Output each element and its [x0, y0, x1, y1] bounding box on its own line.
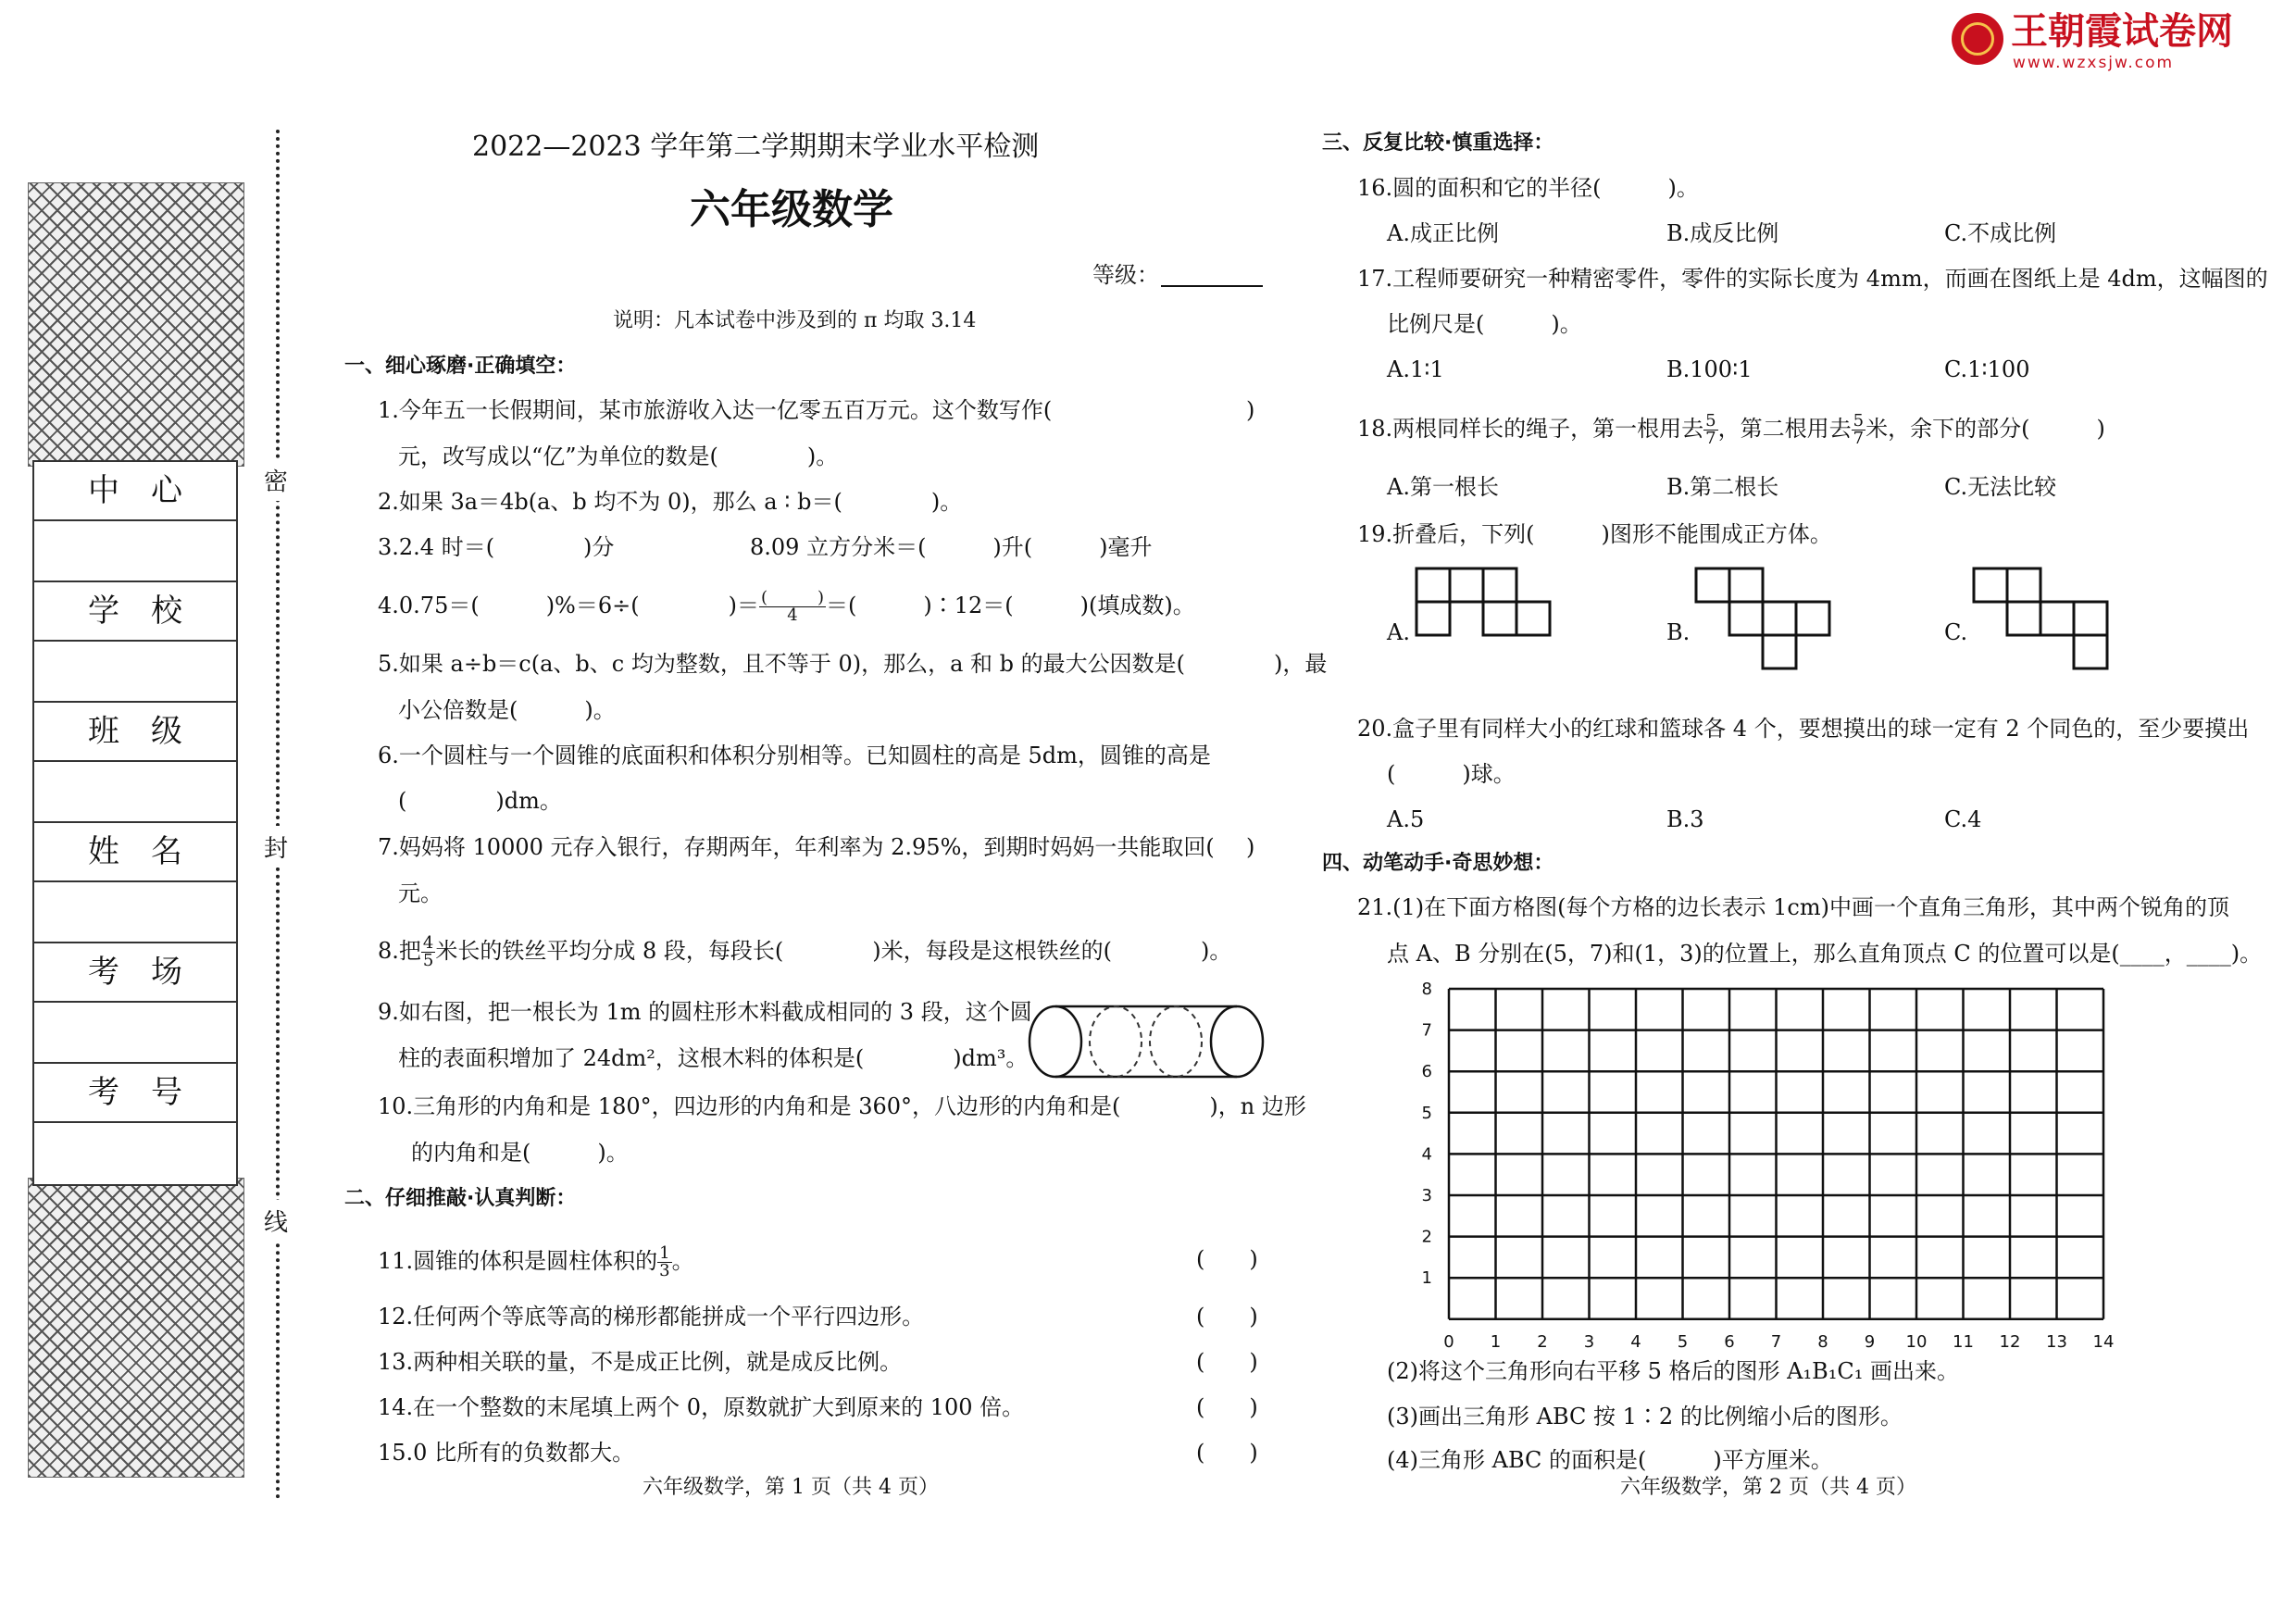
brand-url: www.wzxsjw.com — [2013, 54, 2175, 72]
info-label-center: 中心 — [34, 462, 236, 521]
q16-line: 16.圆的面积和它的半径( )。 — [1357, 175, 1699, 201]
q19-option-c[interactable]: C. — [1944, 619, 1968, 645]
q21-line-b: 点 A、B 分别在(5，7)和(1，3)的位置上，那么直角顶点 C 的位置可以是(____，____)。 — [1387, 941, 2263, 967]
info-blank-center[interactable] — [34, 521, 236, 582]
q1-line-a: 1.今年五一长假期间，某市旅游收入达一亿零五百万元。这个数写作( — [378, 397, 1053, 423]
grid-x-label: 6 — [1724, 1331, 1735, 1352]
q15-line: 15.0 比所有的负数都大。 — [378, 1440, 635, 1466]
info-label-name: 姓名 — [34, 823, 236, 882]
q13-line: 13.两种相关联的量，不是成正比例，就是成反比例。 — [378, 1349, 903, 1375]
seal-char-xian: 线 — [262, 1200, 290, 1242]
q2-line: 2.如果 3a＝4b(a、b 均不为 0)，那么 a ∶ b＝( )。 — [378, 489, 963, 515]
q5-line-b: 小公倍数是( )。 — [398, 697, 616, 723]
grid-x-label: 2 — [1537, 1331, 1548, 1352]
student-info-box — [32, 460, 238, 1186]
q20-line-a: 20.盒子里有同样大小的红球和篮球各 4 个，要想摸出的球一定有 2 个同色的，至少要摸出 — [1357, 716, 2250, 742]
grid-x-label: 0 — [1443, 1331, 1454, 1352]
q12-line: 12.任何两个等底等高的梯形都能拼成一个平行四边形。 — [378, 1304, 925, 1330]
seal-char-mi: 密 — [262, 459, 290, 501]
q17-option-b[interactable]: B.100∶1 — [1666, 356, 1753, 382]
page-2-footer: 六年级数学，第 2 页（共 4 页） — [1620, 1476, 1916, 1499]
q4-text-pre: 4.0.75＝( )%＝6÷( )＝ — [378, 593, 759, 618]
q21-part-2: (2)将这个三角形向右平移 5 格后的图形 A₁B₁C₁ 画出来。 — [1387, 1358, 1959, 1384]
q12-judge[interactable]: ( ) — [1196, 1304, 1258, 1330]
grid-y-label: 1 — [1421, 1268, 1432, 1289]
q18-fraction-1-num: 5 — [1705, 411, 1716, 431]
q21-line-a: 21.(1)在下面方格图(每个方格的边长表示 1cm)中画一个直角三角形，其中两个锐角的顶 — [1357, 894, 2229, 920]
q9-line-a: 9.如右图，把一根长为 1m 的圆柱形木料截成相同的 3 段，这个圆 — [378, 999, 1032, 1025]
q1-line-a-close: ) — [1246, 397, 1255, 423]
q10-line-b: 的内角和是( )。 — [411, 1140, 629, 1166]
q19-net-c — [1972, 567, 2129, 687]
q17-option-a[interactable]: A.1∶1 — [1387, 356, 1444, 382]
q9-line-b: 柱的表面积增加了 24dm²，这根木料的体积是( )dm³。 — [398, 1045, 1029, 1071]
grid-y-label: 8 — [1421, 980, 1432, 999]
q16-option-c[interactable]: C.不成比例 — [1944, 220, 2057, 246]
q19-option-b[interactable]: B. — [1666, 619, 1691, 645]
q4-line — [378, 590, 1195, 624]
q19-net-b — [1694, 567, 1852, 678]
q17-line-a: 17.工程师要研究一种精密零件，零件的实际长度为 4mm，而画在图纸上是 4dm，这幅图的 — [1357, 266, 2268, 292]
q14-judge[interactable]: ( ) — [1196, 1394, 1258, 1420]
brand-logo[interactable] — [1952, 11, 2248, 72]
grid-y-label: 2 — [1421, 1227, 1432, 1247]
q8-fraction — [421, 935, 435, 969]
q8-fraction-den: 5 — [422, 951, 434, 970]
brand-emblem-icon — [1952, 13, 2003, 65]
q6-line-a: 6.一个圆柱与一个圆锥的底面积和体积分别相等。已知圆柱的高是 5dm，圆锥的高是 — [378, 743, 1211, 768]
q7-line-b: 元。 — [398, 880, 443, 906]
q11-line — [378, 1245, 694, 1280]
q17-option-c[interactable]: C.1∶100 — [1944, 356, 2030, 382]
q15-judge[interactable]: ( ) — [1196, 1440, 1258, 1466]
grid-y-label: 4 — [1421, 1144, 1432, 1165]
q21-part-3: (3)画出三角形 ABC 按 1∶2 的比例缩小后的图形。 — [1387, 1404, 1903, 1429]
q20-line-b: ( )球。 — [1387, 761, 1516, 787]
q8-text-pre: 8.把 — [378, 938, 421, 964]
section-1-heading: 一、细心琢磨·正确填空： — [344, 355, 577, 378]
section-2-heading: 二、仔细推敲·认真判断： — [344, 1187, 577, 1210]
q18-fraction-1-den: 7 — [1705, 429, 1716, 448]
q18-text-post: 米，余下的部分( ) — [1866, 416, 2105, 442]
grid-y-label: 3 — [1421, 1186, 1432, 1205]
grade-blank[interactable] — [1161, 285, 1263, 287]
q19-net-a — [1415, 567, 1563, 641]
q13-judge[interactable]: ( ) — [1196, 1349, 1258, 1375]
q11-text-post: 。 — [671, 1248, 694, 1274]
subject-title: 六年级数学 — [690, 186, 893, 233]
info-blank-school[interactable] — [34, 642, 236, 703]
cylinder-figure — [1018, 1000, 1278, 1083]
seal-dotted-line — [276, 130, 280, 1500]
q7-line-a-close: ) — [1246, 834, 1255, 860]
q7-line-a: 7.妈妈将 10000 元存入银行，存期两年，年利率为 2.95%，到期时妈妈一共能取回( — [378, 834, 1215, 860]
q5-line-a: 5.如果 a÷b＝c(a、b、c 均为整数，且不等于 0)，那么，a 和 b 的最大公因数是( )，最 — [378, 651, 1328, 677]
q16-option-a[interactable]: A.成正比例 — [1387, 220, 1499, 246]
info-label-room: 考场 — [34, 943, 236, 1003]
q14-line: 14.在一个整数的末尾填上两个 0，原数就扩大到原来的 100 倍。 — [378, 1394, 1025, 1420]
grid-x-label: 3 — [1583, 1331, 1595, 1352]
grid-x-label: 11 — [1953, 1331, 1974, 1352]
exam-title: 2022—2023 学年第二学期期末学业水平检测 — [472, 131, 1040, 163]
q11-fraction-den: 3 — [659, 1261, 670, 1280]
q11-fraction-num: 1 — [659, 1243, 670, 1263]
q20-option-b[interactable]: B.3 — [1666, 806, 1704, 832]
q18-text-pre: 18.两根同样长的绳子，第一根用去 — [1357, 416, 1704, 442]
grid-y-label: 7 — [1421, 1020, 1432, 1041]
q16-option-b[interactable]: B.成反比例 — [1666, 220, 1779, 246]
q18-option-a[interactable]: A.第一根长 — [1387, 474, 1499, 500]
seal-char-feng: 封 — [262, 826, 290, 868]
q20-option-c[interactable]: C.4 — [1944, 806, 1982, 832]
info-blank-room[interactable] — [34, 1003, 236, 1064]
q11-judge[interactable]: ( ) — [1196, 1246, 1258, 1272]
q8-text-post: 米长的铁丝平均分成 8 段，每段长( )米，每段是这根铁丝的( )。 — [435, 938, 1232, 964]
q18-text-mid: ，第二根用去 — [1717, 416, 1852, 442]
grid-x-label: 8 — [1817, 1331, 1828, 1352]
q4-fraction-den: 4 — [787, 606, 798, 625]
q4-fraction: $\frac{( )}{4}$ — [760, 588, 825, 625]
grade-label: 等级： — [1092, 262, 1159, 288]
info-blank-name[interactable] — [34, 882, 236, 943]
q1-line-b: 元，改写成以“亿”为单位的数是( )。 — [398, 443, 839, 469]
q18-option-c[interactable]: C.无法比较 — [1944, 474, 2057, 500]
q4-text-post: ＝( )∶12＝( )(填成数)。 — [826, 593, 1195, 618]
q11-fraction — [657, 1245, 671, 1280]
grid-x-label: 12 — [1999, 1331, 2021, 1352]
info-label-school: 学校 — [34, 582, 236, 642]
q20-option-a[interactable]: A.5 — [1387, 806, 1425, 832]
q8-line — [378, 935, 1231, 969]
grid-x-label: 13 — [2046, 1331, 2067, 1352]
page-1-footer: 六年级数学，第 1 页（共 4 页） — [643, 1476, 939, 1499]
info-blank-class[interactable] — [34, 762, 236, 823]
binding-hatch-top — [28, 182, 244, 467]
q19-line: 19.折叠后，下列( )图形不能围成正方体。 — [1357, 521, 1832, 547]
grid-x-label: 1 — [1490, 1331, 1502, 1352]
q3-line-a: 3.2.4 时＝( )分 — [378, 534, 615, 560]
q18-option-b[interactable]: B.第二根长 — [1666, 474, 1779, 500]
q3-line-b: 8.09 立方分米＝( )升( )毫升 — [750, 534, 1153, 560]
q17-line-b: 比例尺是( )。 — [1387, 311, 1582, 337]
q18-fraction-2-den: 7 — [1853, 429, 1865, 448]
grid-x-label: 10 — [1905, 1331, 1928, 1352]
q18-fraction-2-num: 5 — [1853, 411, 1865, 431]
grid-x-label: 5 — [1677, 1331, 1689, 1352]
q10-line-a: 10.三角形的内角和是 180°，四边形的内角和是 360°，八边形的内角和是( )，n 边形 — [378, 1093, 1306, 1119]
coordinate-grid[interactable] — [1398, 977, 2157, 1366]
grid-x-label: 14 — [2092, 1331, 2115, 1352]
q8-fraction-num: 4 — [422, 933, 434, 953]
section-3-heading: 三、反复比较·慎重选择： — [1322, 131, 1554, 155]
grid-y-label: 5 — [1421, 1103, 1432, 1123]
q11-text-pre: 11.圆锥的体积是圆柱体积的 — [378, 1248, 658, 1274]
grid-x-label: 9 — [1864, 1331, 1876, 1352]
grid-x-label: 7 — [1770, 1331, 1782, 1352]
q6-line-b: ( )dm。 — [398, 788, 562, 814]
q18-fraction-1 — [1703, 413, 1717, 447]
exam-note: 说明：凡本试卷中涉及到的 π 均取 3.14 — [613, 309, 977, 332]
info-label-number: 考号 — [34, 1064, 236, 1123]
grid-y-label: 6 — [1421, 1062, 1432, 1082]
q18-fraction-2 — [1852, 413, 1866, 447]
info-label-class: 班级 — [34, 703, 236, 762]
info-blank-number[interactable] — [34, 1123, 236, 1182]
grid-x-label: 4 — [1630, 1331, 1641, 1352]
q18-line — [1357, 413, 2105, 447]
q19-option-a[interactable]: A. — [1387, 619, 1410, 645]
binding-hatch-bottom — [28, 1178, 244, 1478]
q21-part-4: (4)三角形 ABC 的面积是( )平方厘米。 — [1387, 1447, 1833, 1473]
section-4-heading: 四、动笔动手·奇思妙想： — [1322, 852, 1554, 875]
brand-name: 王朝霞试卷网 — [2011, 10, 2233, 53]
